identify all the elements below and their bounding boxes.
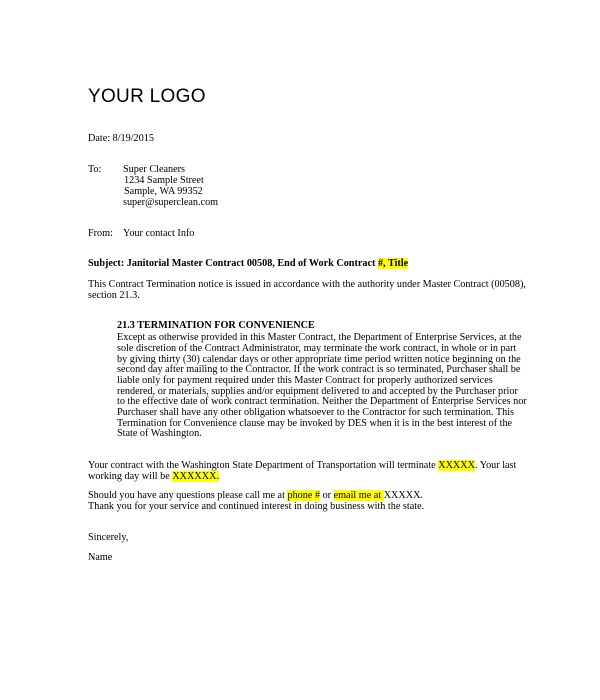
section-line: Termination for Convenience clause may be invoked by DES when it is in the best interest of the [117, 418, 513, 429]
recipient-email: super@superclean.com [123, 197, 219, 208]
letter-date: Date: 8/19/2015 [88, 133, 154, 144]
subject-highlight: #, Title [377, 258, 409, 269]
to-label: To: [88, 164, 102, 175]
section-line: Except as otherwise provided in this Master Contract, the Department of Enterprise Services, at the [117, 332, 522, 343]
intro-line-1: This Contract Termination notice is issued in accordance with the authority under Master Contract (00508), [88, 279, 526, 290]
subject-text: Subject: Janitorial Master Contract 00508, End of Work Contract [88, 258, 378, 269]
recipient-city: Sample, WA 99352 [124, 186, 203, 197]
recipient-street: 1234 Sample Street [124, 175, 204, 186]
section-line: Purchaser shall have any other obligation whatsoever to the Contractor for such termination. This [117, 407, 515, 418]
intro-line-2: section 21.3. [88, 290, 140, 301]
recipient-name: Super Cleaners [123, 164, 185, 175]
terminate-date-highlight: XXXXX [438, 460, 476, 471]
email-highlight: email me at [333, 490, 384, 501]
section-line: State of Washington. [117, 428, 202, 439]
section-line: by giving thirty (30) calendar days or other appropriate time period written notice beginning on the [117, 354, 521, 365]
questions-text: or [320, 490, 334, 501]
section-line: second day after mailing to the Contractor. If the work contract is so terminated, Purchaser shall be [117, 364, 521, 375]
section-line: rendered, or materials, supplies and/or equipment delivered to and accepted by the Purchaser prior [117, 386, 518, 397]
section-heading: 21.3 TERMINATION FOR CONVENIENCE [117, 320, 315, 331]
phone-highlight: phone # [287, 490, 321, 501]
signature-name: Name [88, 552, 113, 563]
terminate-text: . Your last [475, 460, 517, 471]
questions-text: XXXXX. [383, 490, 424, 501]
terminate-line-2 [88, 471, 219, 483]
from-value: Your contact Info [123, 228, 195, 239]
logo-text: YOUR LOGO [88, 86, 206, 107]
terminate-text: Your contract with the Washington State Department of Transportation will terminate [88, 460, 439, 471]
subject-line [88, 258, 408, 270]
last-day-highlight: XXXXXX. [172, 471, 220, 482]
terminate-text: working day will be [88, 471, 173, 482]
thanks-line: Thank you for your service and continued interest in doing business with the state. [88, 501, 425, 512]
closing: Sincerely, [88, 532, 129, 543]
section-line: sole discretion of the Contract Administrator, may terminate the work contract, in whole or in part [117, 343, 517, 354]
questions-text: Should you have any questions please call me at [88, 490, 288, 501]
from-label: From: [88, 228, 113, 239]
section-line: liable only for payment required under this Master Contract for properly authorized services [117, 375, 493, 386]
section-line: to the effective date of work contract termination. Neither the Department of Enterprise Services nor [117, 396, 527, 407]
